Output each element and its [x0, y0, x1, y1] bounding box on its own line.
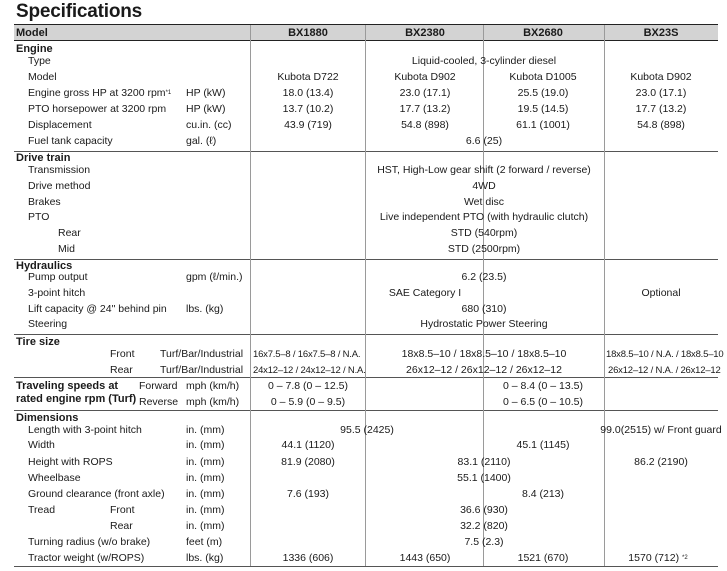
header-bx1880: BX1880 — [288, 27, 328, 39]
footnote-marker: *2 — [682, 555, 688, 561]
speed-reverse-bx1880: 0 – 5.9 (0 – 9.5) — [270, 396, 346, 408]
tire-rear-label: Rear — [110, 364, 133, 376]
hitch-label: 3-point hitch — [28, 287, 86, 299]
width-bx1880: 44.1 (1120) — [281, 439, 335, 451]
engine-type-value: Liquid-cooled, 3-cylinder diesel — [411, 55, 557, 67]
pto-mid-label: Mid — [58, 243, 75, 255]
ground-clearance-label: Ground clearance (front axle) — [28, 488, 165, 500]
section-divider — [14, 259, 718, 260]
tire-front-mid: 18x8.5–10 / 18x8.5–10 / 18x8.5–10 — [401, 348, 567, 360]
height-bx23s: 86.2 (2190) — [634, 456, 688, 468]
tread-front-label: Front — [110, 504, 135, 516]
tread-front-value: 36.6 (930) — [460, 504, 508, 516]
hitch-value: SAE Category I — [388, 287, 462, 299]
wheelbase-label: Wheelbase — [28, 472, 81, 484]
displacement-bx1880: 43.9 (719) — [284, 119, 332, 131]
pto-rear-value: STD (540rpm) — [450, 227, 518, 239]
section-drive-train: Drive train — [16, 152, 71, 164]
section-divider — [14, 566, 718, 567]
footnote-marker: *1 — [165, 90, 172, 96]
tractor-weight-bx2680: 1521 (670) — [517, 552, 569, 564]
turning-radius-unit: feet (m) — [186, 536, 223, 548]
pto-hp-bx2680: 19.5 (14.5) — [517, 103, 569, 115]
tread-rear-label: Rear — [110, 520, 133, 532]
transmission-label: Transmission — [28, 164, 91, 176]
displacement-bx2680: 61.1 (1001) — [516, 119, 570, 131]
section-divider — [14, 410, 718, 411]
header-bx23s: BX23S — [643, 27, 679, 39]
wheelbase-unit: in. (mm) — [186, 472, 225, 484]
length-label: Length with 3-point hitch — [28, 424, 142, 436]
speed-reverse-label: Reverse — [139, 396, 179, 408]
length-value: 95.5 (2425) — [340, 424, 394, 436]
width-label: Width — [28, 439, 55, 451]
pto-value: Live independent PTO (with hydraulic clutch) — [379, 211, 589, 223]
column-divider — [250, 25, 251, 566]
tractor-weight-bx1880: 1336 (606) — [282, 552, 334, 564]
engine-model-bx23s: Kubota D902 — [630, 71, 692, 83]
header-bx2680: BX2680 — [523, 27, 563, 39]
tractor-weight-bx23s-value: 1570 (712) — [628, 552, 680, 564]
length-bx23s: 99.0(2515) w/ Front guard — [600, 424, 722, 436]
turning-radius-label: Turning radius (w/o brake) — [28, 536, 151, 548]
pump-output-label: Pump output — [28, 271, 88, 283]
tire-rear-bx1880: 24x12–12 / 24x12–12 / N.A. — [253, 365, 366, 376]
column-divider — [604, 25, 605, 566]
pump-output-value: 6.2 (23.5) — [461, 271, 507, 283]
header-rule — [14, 40, 718, 41]
pto-mid-value: STD (2500rpm) — [447, 243, 521, 255]
ground-clearance-other: 8.4 (213) — [521, 488, 565, 500]
ground-clearance-unit: in. (mm) — [186, 488, 225, 500]
pto-rear-label: Rear — [58, 227, 81, 239]
engine-model-bx2680: Kubota D1005 — [509, 71, 577, 83]
engine-model-label: Model — [28, 71, 57, 83]
header-model: Model — [16, 27, 48, 39]
engine-gross-bx2380: 23.0 (17.1) — [399, 87, 451, 99]
tractor-weight-bx2380: 1443 (650) — [399, 552, 451, 564]
tread-rear-unit: in. (mm) — [186, 520, 225, 532]
pump-output-unit: gpm (ℓ/min.) — [186, 271, 243, 283]
length-unit: in. (mm) — [186, 424, 225, 436]
header-bx2380: BX2380 — [405, 27, 445, 39]
engine-gross-bx2680: 25.5 (19.0) — [517, 87, 569, 99]
page-title: Specifications — [16, 1, 143, 22]
tire-front-bx23s: 18x8.5–10 / N.A. / 18x8.5–10 — [606, 349, 724, 360]
drive-method-value: 4WD — [472, 180, 496, 192]
tire-front-label: Front — [110, 348, 135, 360]
width-other: 45.1 (1145) — [516, 439, 570, 451]
steering-value: Hydrostatic Power Steering — [420, 318, 548, 330]
tractor-weight-bx23s — [628, 552, 687, 565]
speed-reverse-other: 0 – 6.5 (0 – 10.5) — [503, 396, 583, 408]
tread-label: Tread — [28, 504, 56, 516]
section-tire-size: Tire size — [16, 336, 60, 348]
hitch-bx23s: Optional — [641, 287, 681, 299]
speed-forward-other: 0 – 8.4 (0 – 13.5) — [503, 380, 583, 392]
section-hydraulics: Hydraulics — [16, 260, 73, 272]
turning-radius-value: 7.5 (2.3) — [464, 536, 504, 548]
tire-front-bx1880: 16x7.5–8 / 16x7.5–8 / N.A. — [253, 349, 361, 360]
speed-forward-bx1880: 0 – 7.8 (0 – 12.5) — [268, 380, 348, 392]
section-divider — [14, 334, 718, 335]
fuel-tank-label: Fuel tank capacity — [28, 135, 113, 147]
tire-type-label: Turf/Bar/Industrial — [160, 348, 244, 360]
drive-method-label: Drive method — [28, 180, 91, 192]
ground-clearance-bx1880: 7.6 (193) — [286, 488, 330, 500]
engine-model-bx2380: Kubota D902 — [394, 71, 456, 83]
engine-type-label: Type — [28, 55, 51, 67]
lift-capacity-value: 680 (310) — [461, 303, 507, 315]
fuel-tank-unit: gal. (ℓ) — [186, 135, 217, 147]
pto-label: PTO — [28, 211, 50, 223]
lift-capacity-unit: lbs. (kg) — [186, 303, 224, 315]
height-mid: 83.1 (2110) — [457, 456, 511, 468]
header-row-background — [14, 25, 718, 40]
transmission-value: HST, High-Low gear shift (2 forward / reverse) — [377, 164, 591, 176]
height-unit: in. (mm) — [186, 456, 225, 468]
displacement-bx2380: 54.8 (898) — [401, 119, 449, 131]
displacement-label: Displacement — [28, 119, 92, 131]
section-dimensions: Dimensions — [16, 412, 79, 424]
tread-front-unit: in. (mm) — [186, 504, 225, 516]
pto-hp-bx23s: 17.7 (13.2) — [635, 103, 687, 115]
fuel-tank-value: 6.6 (25) — [465, 135, 503, 147]
height-bx1880: 81.9 (2080) — [281, 456, 335, 468]
tractor-weight-unit: lbs. (kg) — [186, 552, 224, 564]
section-engine: Engine — [16, 43, 53, 55]
speed-reverse-unit: mph (km/h) — [186, 396, 240, 408]
pto-hp-unit: HP (kW) — [186, 103, 226, 115]
tire-rear-bx23s: 26x12–12 / N.A. / 26x12–12 — [608, 365, 721, 376]
engine-gross-bx23s: 23.0 (17.1) — [635, 87, 687, 99]
engine-gross-hp-text: Engine gross HP at 3200 rpm — [28, 87, 166, 99]
section-traveling-speeds-sub: rated engine rpm (Turf) — [16, 393, 137, 405]
section-traveling-speeds: Traveling speeds at — [16, 380, 119, 392]
width-unit: in. (mm) — [186, 439, 225, 451]
section-divider — [14, 151, 718, 152]
engine-gross-hp-label — [28, 87, 171, 100]
column-divider — [365, 25, 366, 566]
section-divider — [14, 377, 718, 378]
steering-label: Steering — [28, 318, 68, 330]
tire-type-label: Turf/Bar/Industrial — [160, 364, 244, 376]
wheelbase-value: 55.1 (1400) — [457, 472, 511, 484]
engine-model-bx1880: Kubota D722 — [277, 71, 339, 83]
speed-forward-label: Forward — [139, 380, 178, 392]
brakes-label: Brakes — [28, 196, 61, 208]
engine-gross-bx1880: 18.0 (13.4) — [282, 87, 334, 99]
brakes-value: Wet disc — [463, 196, 505, 208]
pto-hp-bx2380: 17.7 (13.2) — [399, 103, 451, 115]
pto-hp-label: PTO horsepower at 3200 rpm — [28, 103, 167, 115]
pto-hp-bx1880: 13.7 (10.2) — [282, 103, 334, 115]
height-label: Height with ROPS — [28, 456, 113, 468]
lift-capacity-label: Lift capacity @ 24" behind pin — [28, 303, 167, 315]
displacement-bx23s: 54.8 (898) — [637, 119, 685, 131]
tractor-weight-label: Tractor weight (w/ROPS) — [28, 552, 145, 564]
tread-rear-value: 32.2 (820) — [460, 520, 508, 532]
speed-forward-unit: mph (km/h) — [186, 380, 240, 392]
tire-rear-mid: 26x12–12 / 26x12–12 / 26x12–12 — [406, 364, 562, 376]
displacement-unit: cu.in. (cc) — [186, 119, 232, 131]
engine-gross-hp-unit: HP (kW) — [186, 87, 226, 99]
